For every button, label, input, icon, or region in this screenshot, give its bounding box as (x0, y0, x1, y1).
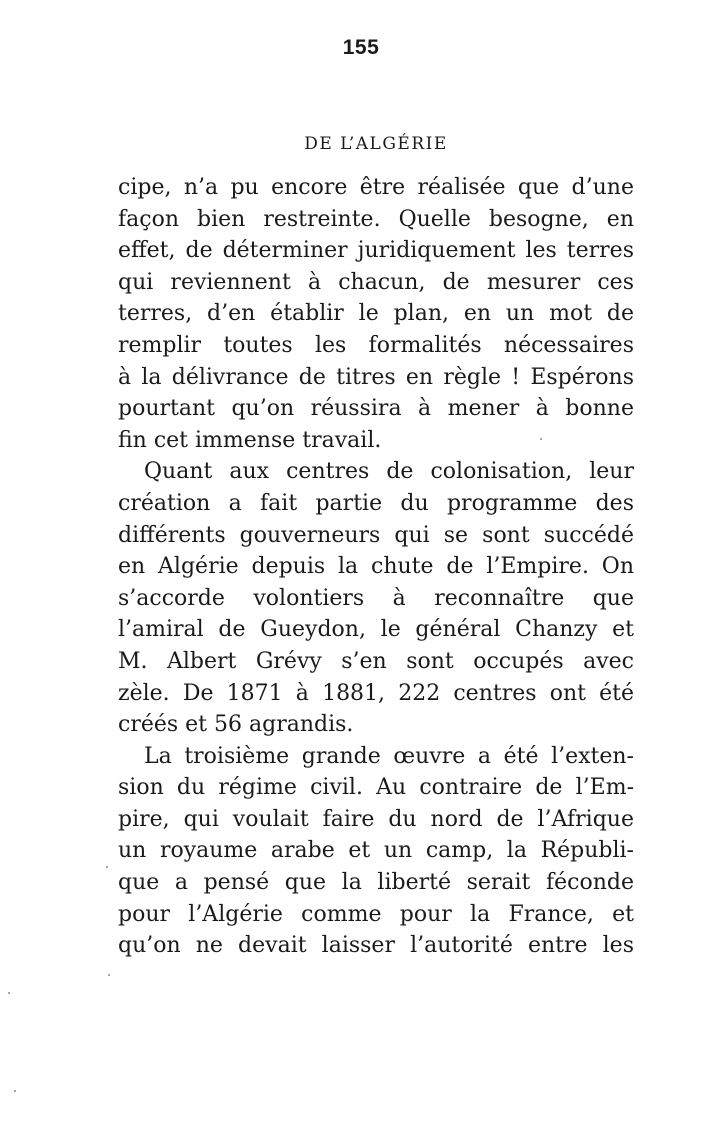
text-line: qu’on ne devait laisser l’autorité entre les (118, 933, 634, 959)
text-line: que a pensé que la liberté serait féconde (118, 870, 634, 896)
text-line: l’amiral de Gueydon, le général Chanzy et (118, 617, 634, 643)
text-line: un royaume arabe et un camp, la Républi- (118, 838, 634, 864)
scan-speck (108, 974, 110, 976)
running-head: DE L’ALGÉRIE (304, 134, 448, 154)
text-line: en Algérie depuis la chute de l’Empire. On (118, 554, 634, 580)
page-number: 155 (342, 36, 380, 59)
text-line: s’accorde volontiers à reconnaître que (118, 585, 634, 611)
text-line: La troisième grande œuvre a été l’exten- (144, 743, 634, 769)
text-line: Quant aux centres de colonisation, leur (144, 459, 634, 485)
text-line: création a fait partie du programme des (118, 490, 634, 516)
text-line: terres, d’en établir le plan, en un mot de (118, 301, 634, 327)
scan-speck (8, 992, 10, 994)
text-line: effet, de déterminer juridiquement les terres (118, 238, 634, 264)
text-line: pour l’Algérie comme pour la France, et (118, 901, 634, 927)
text-line: différents gouverneurs qui se sont succédé (118, 522, 634, 548)
scan-speck (14, 1090, 16, 1092)
scan-speck (540, 438, 542, 440)
text-line: fin cet immense travail. (118, 427, 382, 453)
text-line: cipe, n’a pu encore être réalisée que d’une (118, 175, 634, 200)
body-text (118, 172, 634, 962)
text-line: remplir toutes les formalités nécessaires (118, 332, 634, 358)
text-line: qui reviennent à chacun, de mesurer ces (118, 269, 634, 295)
text-line: façon bien restreinte. Quelle besogne, en (118, 206, 634, 232)
text-line: M. Albert Grévy s’en sont occupés avec (118, 648, 634, 674)
text-line: sion du régime civil. Au contraire de l’Em- (118, 775, 634, 801)
text-line: pire, qui voulait faire du nord de l’Afrique (118, 806, 634, 832)
text-line: à la délivrance de titres en règle ! Espérons (118, 364, 634, 390)
text-line: créés et 56 agrandis. (118, 712, 354, 738)
text-line: pourtant qu’on réussira à mener à bonne (118, 396, 634, 422)
text-line: zèle. De 1871 à 1881, 222 centres ont été (118, 680, 634, 706)
scan-speck (106, 866, 108, 868)
